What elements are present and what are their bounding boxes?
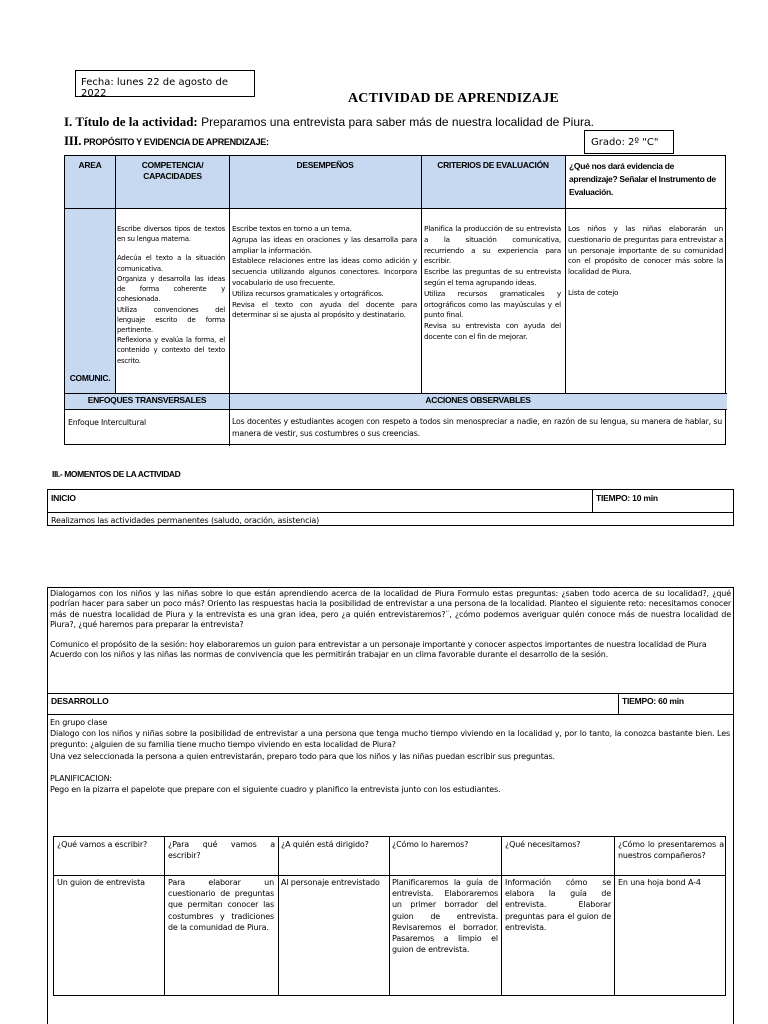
dialogo-paragraph: Acuerdo con los niños y las niñas las normas de convivencia que les permitirán trabajar en un clima favorable durante el desarrollo de la sesión. [50, 649, 609, 659]
enfoques-label: ENFOQUES TRANSVERSALES [87, 395, 207, 405]
desempeno-line: Revisa el texto con ayuda del docente para determinar si se ajusta al propósito y destinatario. [232, 299, 417, 320]
plan-cell: Información cómo se elabora la guía de entrevista. Elaborar preguntas para el guion de entrevista. [505, 878, 611, 932]
titulo-line [64, 114, 594, 130]
desempeno-line: Agrupa las ideas en oraciones y las desarrolla para ampliar la información. [232, 234, 417, 255]
competencia-line: Escribe diversos tipos de textos en su lengua materna. [117, 225, 225, 244]
desempeno-line: Utiliza recursos gramaticales y ortográficos. [232, 288, 384, 298]
plan-header: ¿Qué vamos a escribir? [57, 840, 148, 849]
criterio-line: Escribe las preguntas de su entrevista según el tema agrupando ideas. [424, 267, 561, 287]
competencia-line: Organiza y desarrolla las ideas de forma coherente y cohesionada. [117, 274, 225, 304]
area-bg [65, 208, 115, 393]
plan-header: ¿Qué necesitamos? [505, 840, 581, 849]
plan-cell: Planificaremos la guía de entrevista. Elaboraremos un primer borrador del guion de entrevista. Revisaremos el borrador. Pasaremos a limpio el guion de entrevista. [392, 878, 498, 955]
header-evidencia: ¿Qué nos dará evidencia de aprendizaje? Señalar el Instrumento de Evaluación. [569, 161, 716, 197]
inicio-label: INICIO [51, 493, 76, 503]
desarrollo-paragraph: Pego en la pizarra el papelote que prepare con el siguiente cuadro y planifico la entrevista junto con los estudiantes. [50, 784, 501, 794]
proposito-num: III. [64, 133, 82, 148]
inicio-tiempo: TIEMPO: 10 min [596, 493, 658, 503]
desarrollo-paragraph: Dialogo con los niños y niñas sobre la posibilidad de entrevistar a una persona que tenga mucho tiempo viviendo en la localidad y, por lo tanto, la conozca bastante bien. Les pregunto: ¿alguien de su familia tiene mucho tiempo viviendo en esta localidad de Piura? [50, 729, 730, 750]
fecha-text: Fecha: lunes 22 de agosto de 2022 [81, 77, 228, 99]
desempenos-cell [232, 224, 417, 321]
proposito-label: PROPÓSITO Y EVIDENCIA DE APRENDIZAJE: [83, 137, 269, 147]
evidencia-line: Lista de cotejo [568, 287, 619, 297]
plan-cell: Un guion de entrevista [57, 878, 145, 887]
header-desempenos: DESEMPEÑOS [296, 160, 354, 170]
criterio-line: Utiliza recursos gramaticales y ortográficos como las mayúsculas y el punto final. [424, 288, 561, 320]
dialogo-block [50, 589, 731, 660]
grado-text: Grado: 2º "C" [591, 137, 659, 148]
plan-header: ¿Cómo lo haremos? [392, 840, 469, 849]
plan-header: ¿Cómo lo presentaremos a nuestros compañeros? [618, 840, 724, 861]
area-value: COMUNIC. [69, 373, 111, 383]
criterios-cell [424, 224, 561, 343]
planificacion-table [53, 836, 726, 996]
desempeno-line: Establece relaciones entre las ideas como adición y secuencia utilizando algunos conectores. Incorpora vocabulario de uso frecuente. [232, 256, 417, 287]
planificacion-label: PLANIFICACION: [50, 773, 112, 783]
inicio-text: Realizamos las actividades permanentes (saludo, oración, asistencia) [51, 516, 320, 525]
plan-cell: En una hoja bond A-4 [618, 878, 701, 887]
dialogo-paragraph: Dialogamos con los niños y las niñas sobre lo que están aprendiendo acerca de la localidad de Piura Formulo estas preguntas: ¿saben todo acerca de su localidad?, ¿qué podrían hacer para saber un poco más? Oriento las respuestas hacia la posibilidad de entrevistar a una persona de la localidad. Planteo el siguiente reto: necesitamos conocer más de nuestra localidad de Piura y la entrevista es una gran idea, pero ¿a quién entrevistaremos?¨, ¿cómo podemos averiguar quién conoce más de nuestra localidad de Piura?, ¿qué haremos para preparar la entrevista? [50, 589, 731, 630]
momentos-title: III.- MOMENTOS DE LA ACTIVIDAD [52, 469, 181, 479]
evidencia-cell [568, 224, 723, 299]
plan-cell: Para elaborar un cuestionario de preguntas que permitan conocer las costumbres y tradiciones de la comunidad de Piura. [168, 878, 274, 932]
desempeno-line: Escribe textos en torno a un tema. [232, 224, 352, 233]
competencia-line: Adecúa el texto a la situación comunicativa. [117, 254, 225, 273]
dialogo-paragraph: Comunico el propósito de la sesión: hoy elaboraremos un guion para entrevistar a un personaje importante y conocer aspectos importantes de nuestra localidad de Piura [50, 639, 707, 649]
header-competencia: COMPETENCIA/ CAPACIDADES [141, 160, 204, 181]
criterio-line: Revisa su entrevista con ayuda del docente con el fin de mejorar. [424, 321, 561, 341]
fecha-box [75, 70, 255, 97]
competencia-line: Utiliza convenciones del lenguaje escrito de forma pertinente. [117, 305, 225, 334]
plan-header: ¿Para qué vamos a escribir? [168, 840, 275, 861]
inicio-table [47, 489, 734, 526]
enfoque-value: Enfoque Intercultural [68, 418, 147, 427]
acciones-label: ACCIONES OBSERVABLES [425, 395, 531, 405]
desarrollo-tiempo: TIEMPO: 60 min [622, 696, 684, 706]
proposito-table [64, 155, 726, 445]
header-criterios: CRITERIOS DE EVALUACIÓN [437, 160, 549, 170]
grado-box [584, 130, 674, 154]
titulo-label: I. Título de la actividad: [64, 114, 198, 129]
page-title: ACTIVIDAD DE APRENDIZAJE [348, 91, 559, 106]
titulo-value: Preparamos una entrevista para saber más de nuestra localidad de Piura. [201, 115, 594, 129]
desarrollo-text [50, 717, 730, 795]
accion-value: Los docentes y estudiantes acogen con respeto a todos sin menospreciar a nadie, en razón de su lengua, su manera de hablar, su manera de vestir, sus costumbres o sus creencias. [232, 417, 722, 439]
grupo-label: En grupo clase [50, 718, 108, 727]
desarrollo-paragraph: Una vez seleccionada la persona a quien entrevistarán, preparo todo para que los niños y las niñas puedan escribir sus preguntas. [50, 751, 555, 761]
header-area: AREA [78, 160, 102, 170]
proposito-heading [64, 133, 269, 149]
criterio-line: Planifica la producción de su entrevista a la situación comunicativa, recurriendo a su experiencia para escribir. [424, 224, 561, 266]
desarrollo-label: DESARROLLO [51, 696, 109, 706]
evidencia-line: Los niños y las niñas elaborarán un cuestionario de preguntas para entrevistar a un personaje importante de su comunidad con el propósito de conocer más sobre la localidad de Piura. [568, 224, 723, 277]
competencia-cell [117, 224, 225, 366]
competencia-line: Reflexiona y evalúa la forma, el contenido y contexto del texto escrito. [117, 336, 225, 365]
plan-cell: Al personaje entrevistado [281, 878, 380, 887]
plan-header: ¿A quién está dirigido? [281, 840, 369, 849]
